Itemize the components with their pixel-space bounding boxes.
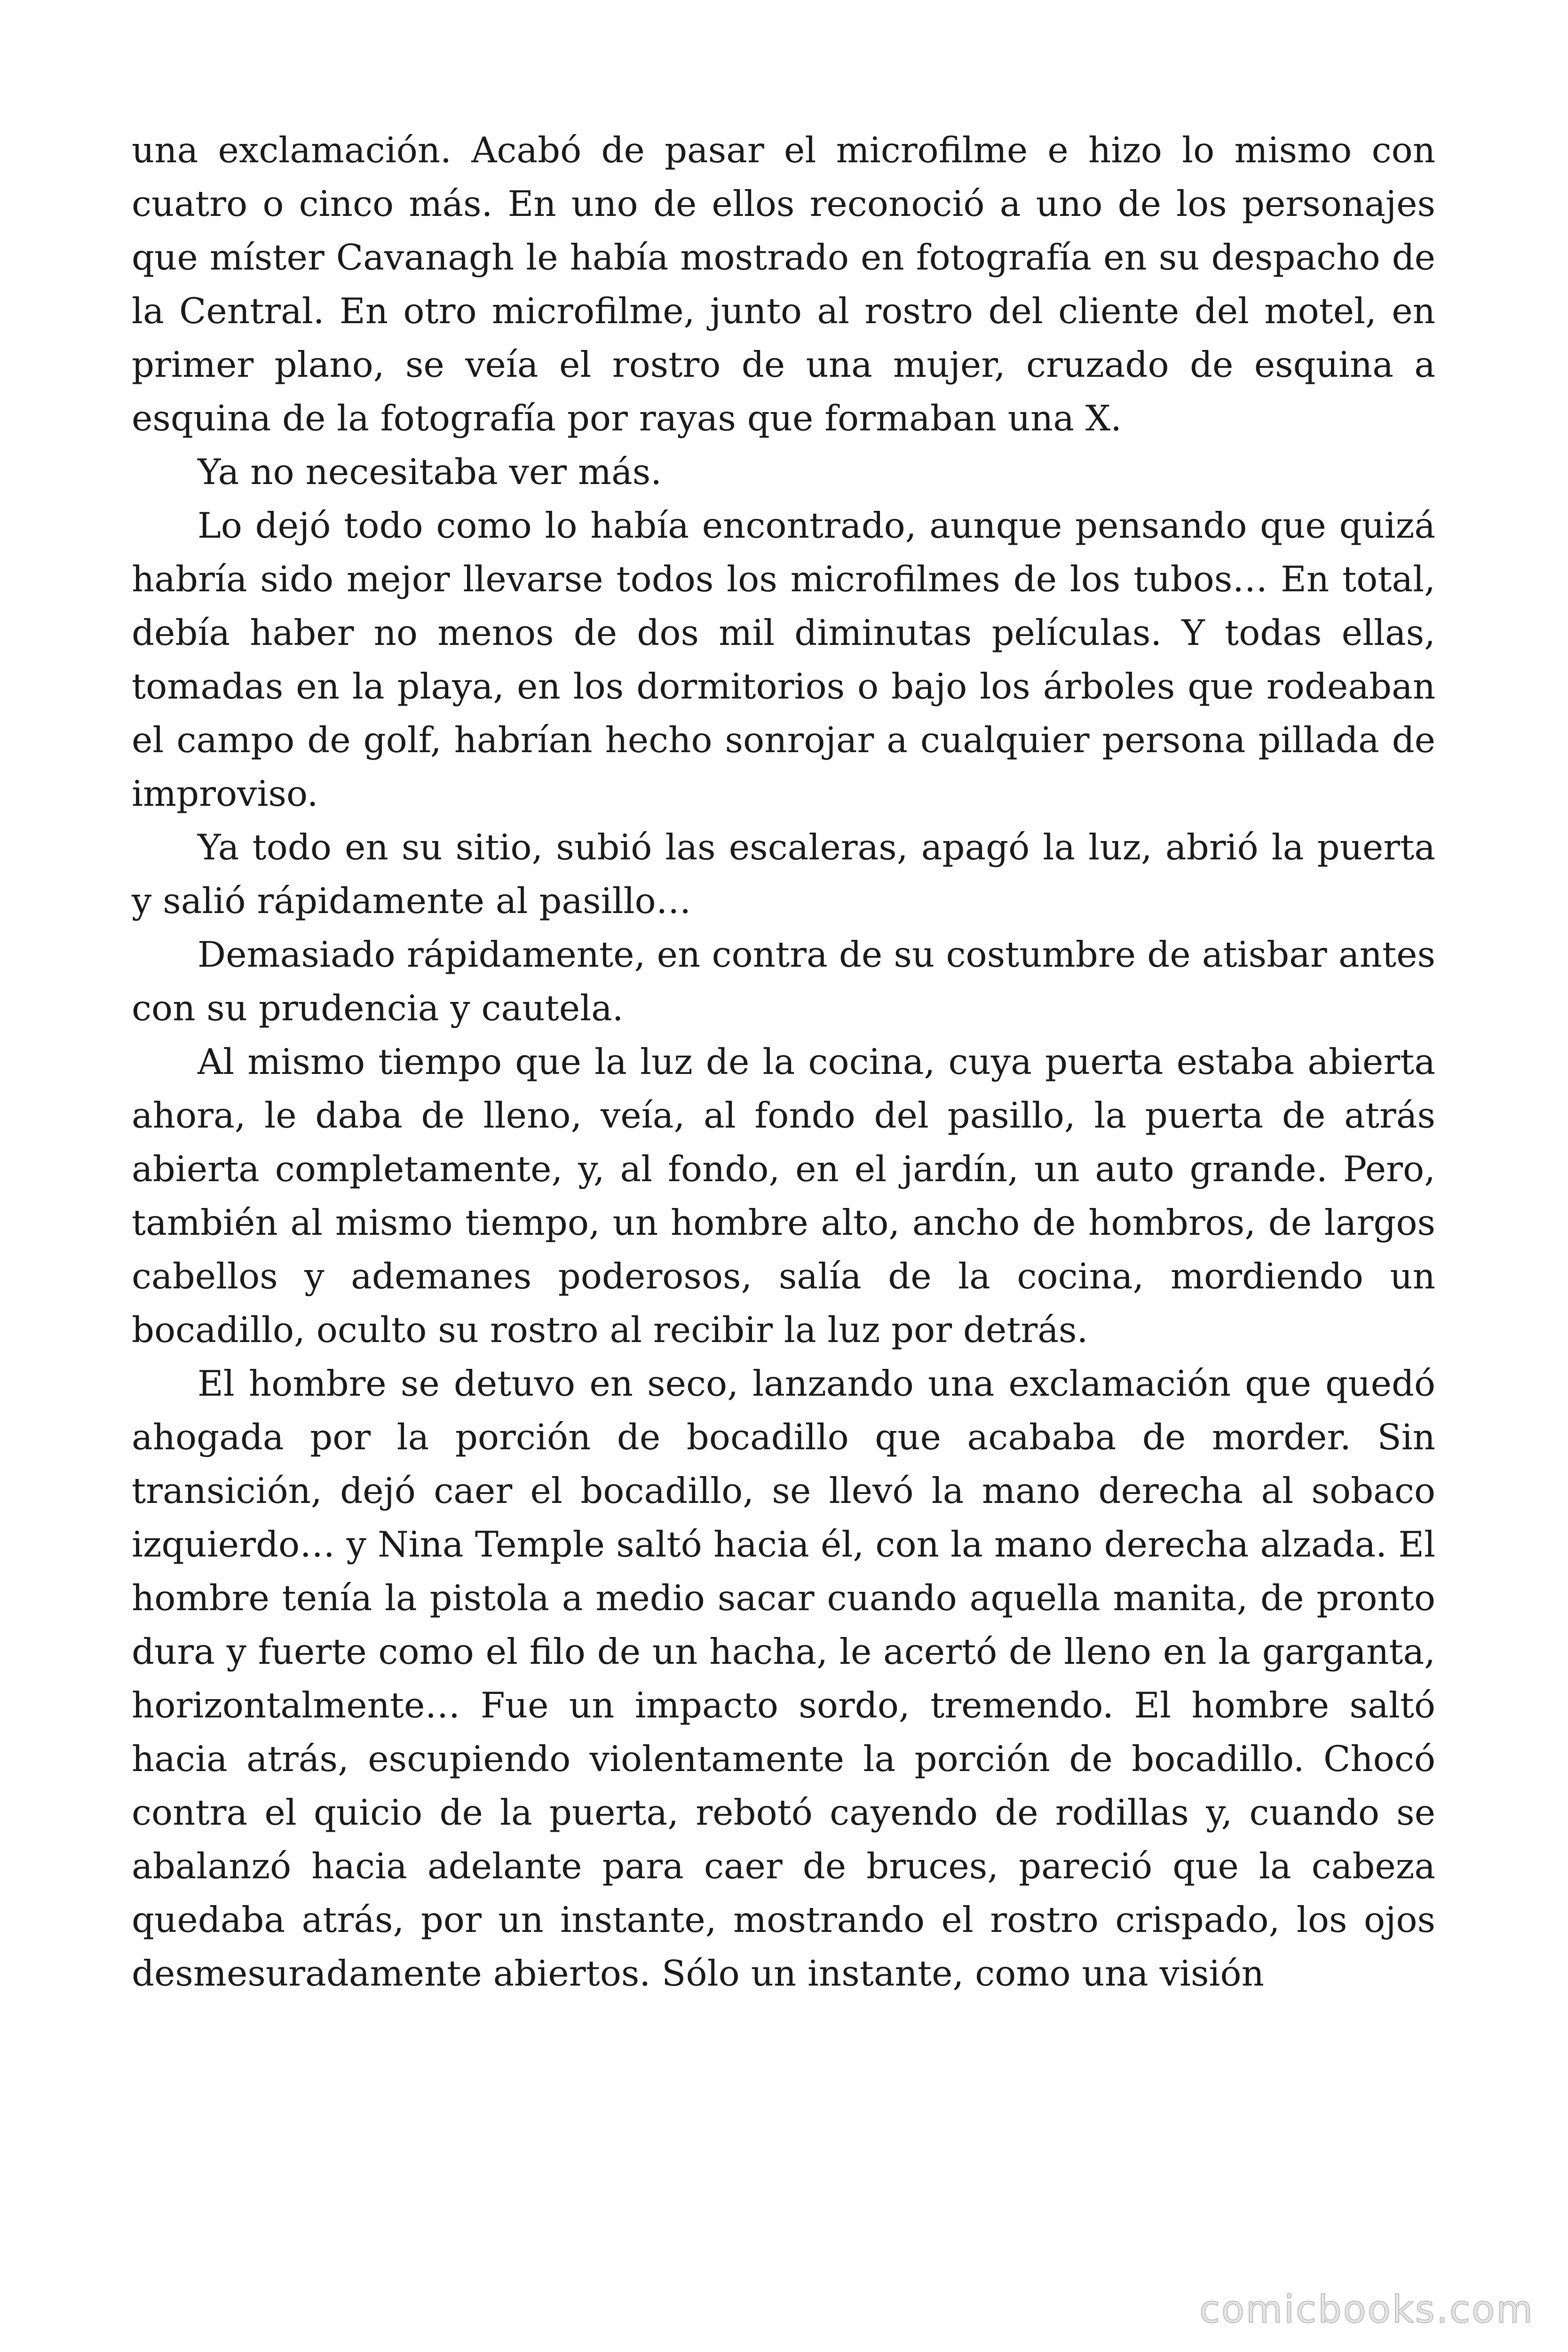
paragraph: Ya todo en su sitio, subió las escaleras, apagó la luz, abrió la puerta y salió rápidamente al pasillo…: [132, 826, 1435, 922]
paragraph: Demasiado rápidamente, en contra de su costumbre de atisbar antes con su prudencia y cautela.: [132, 934, 1435, 1029]
page-body: [132, 123, 1435, 2000]
paragraph-continuation: una exclamación. Acabó de pasar el microfilme e hizo lo mismo con cuatro o cinco más. En uno de ellos reconoció a uno de los personajes que míster Cavanagh le había mostrado en fotografía en su despacho de la Central. En otro microfilme, junto al rostro del cliente del motel, en primer plano, se veía el rostro de una mujer, cruzado de esquina a esquina de la fotografía por rayas que formaban una X.: [132, 129, 1435, 439]
paragraph: Ya no necesitaba ver más.: [198, 451, 662, 493]
paragraph: El hombre se detuvo en seco, lanzando una exclamación que quedó ahogada por la porción de bocadillo que acababa de morder. Sin transición, dejó caer el bocadillo, se llevó la mano derecha al sobaco izquierdo… y Nina Temple saltó hacia él, con la mano derecha alzada. El hombre tenía la pistola a medio sacar cuando aquella manita, de pronto dura y fuerte como el filo de un hacha, le acertó de lleno en la garganta, horizontalmente… Fue un impacto sordo, tremendo. El hombre saltó hacia atrás, escupiendo violentamente la porción de bocadillo. Chocó contra el quicio de la puerta, rebotó cayendo de rodillas y, cuando se abalanzó hacia adelante para caer de bruces, pareció que la cabeza quedaba atrás, por un instante, mostrando el rostro crispado, los ojos desmesuradamente abiertos. Sólo un instante, como una visión: [132, 1363, 1435, 1994]
paragraph: Lo dejó todo como lo había encontrado, aunque pensando que quizá habría sido mejor llevarse todos los microfilmes de los tubos… En total, debía haber no menos de dos mil diminutas películas. Y todas ellas, tomadas en la playa, en los dormitorios o bajo los árboles que rodeaban el campo de golf, habrían hecho sonrojar a cualquier persona pillada de improviso.: [132, 505, 1435, 814]
watermark: comicbooks.com: [1199, 2288, 1534, 2331]
paragraph: Al mismo tiempo que la luz de la cocina, cuya puerta estaba abierta ahora, le daba de lleno, veía, al fondo del pasillo, la puerta de atrás abierta completamente, y, al fondo, en el jardín, un auto grande. Pero, también al mismo tiempo, un hombre alto, ancho de hombros, de largos cabellos y ademanes poderosos, salía de la cocina, mordiendo un bocadillo, oculto su rostro al recibir la luz por detrás.: [132, 1041, 1435, 1351]
